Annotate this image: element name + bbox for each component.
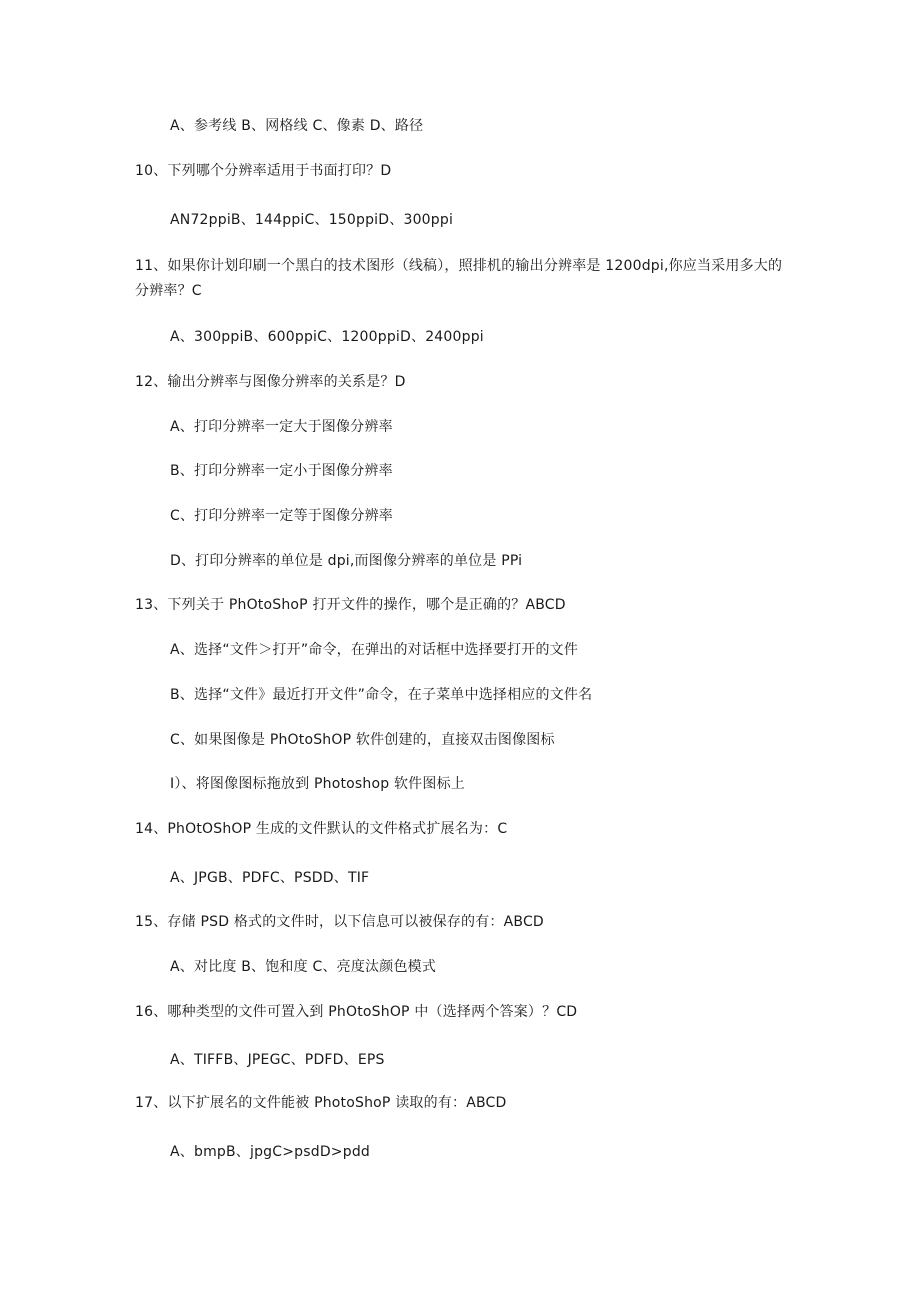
q9-options: A、参考线 B、网格线 C、像素 D、路径: [170, 118, 424, 134]
q14-options: A、JPGB、PDFC、PSDD、TIF: [170, 870, 370, 886]
q12-question: 12、输出分辨率与图像分辨率的关系是？D: [135, 374, 406, 390]
q10-options: AN72ppiB、144ppiC、150ppiD、300ppi: [170, 212, 454, 228]
q13-option-a: A、选择“文件＞打开”命令，在弹出的对话框中选择要打开的文件: [170, 642, 579, 658]
q17-question: 17、以下扩展名的文件能被 PhotoShoP 读取的有：ABCD: [135, 1095, 507, 1111]
q12-option-c: C、打印分辨率一定等于图像分辨率: [170, 508, 393, 524]
q14-question: 14、PhOtOShOP 生成的文件默认的文件格式扩展名为：C: [135, 821, 508, 837]
q16-question: 16、哪种类型的文件可置入到 PhOtoShOP 中（选择两个答案）？CD: [135, 1004, 578, 1020]
q15-options: A、对比度 B、饱和度 C、亮度汰颜色模式: [170, 959, 437, 975]
q16-options: A、TIFFB、JPEGC、PDFD、EPS: [170, 1052, 385, 1068]
q17-options: A、bmpB、jpgC>psdD>pdd: [170, 1144, 370, 1160]
q13-question: 13、下列关于 PhOtoShoP 打开文件的操作，哪个是正确的？ABCD: [135, 597, 566, 613]
q12-option-a: A、打印分辨率一定大于图像分辨率: [170, 419, 393, 435]
q11-options: A、300ppiB、600ppiC、1200ppiD、2400ppi: [170, 329, 484, 345]
q13-option-b: B、选择“文件》最近打开文件”命令，在子菜单中选择相应的文件名: [170, 687, 593, 703]
q11-question: 11、如果你计划印刷一个黑白的技术图形（线稿），照排机的输出分辨率是 1200dpi,你应当采用多大的分辨率？C: [135, 258, 783, 299]
q12-option-b: B、打印分辨率一定小于图像分辨率: [170, 463, 393, 479]
q13-option-c: C、如果图像是 PhOtoShOP 软件创建的，直接双击图像图标: [170, 732, 555, 748]
q12-option-d: D、打印分辨率的单位是 dpi,而图像分辨率的单位是 PPi: [170, 553, 523, 569]
q10-question: 10、下列哪个分辨率适用于书面打印？D: [135, 163, 392, 179]
q15-question: 15、存储 PSD 格式的文件时，以下信息可以被保存的有：ABCD: [135, 914, 544, 930]
q13-option-d: I）、将图像图标拖放到 Photoshop 软件图标上: [170, 776, 465, 792]
